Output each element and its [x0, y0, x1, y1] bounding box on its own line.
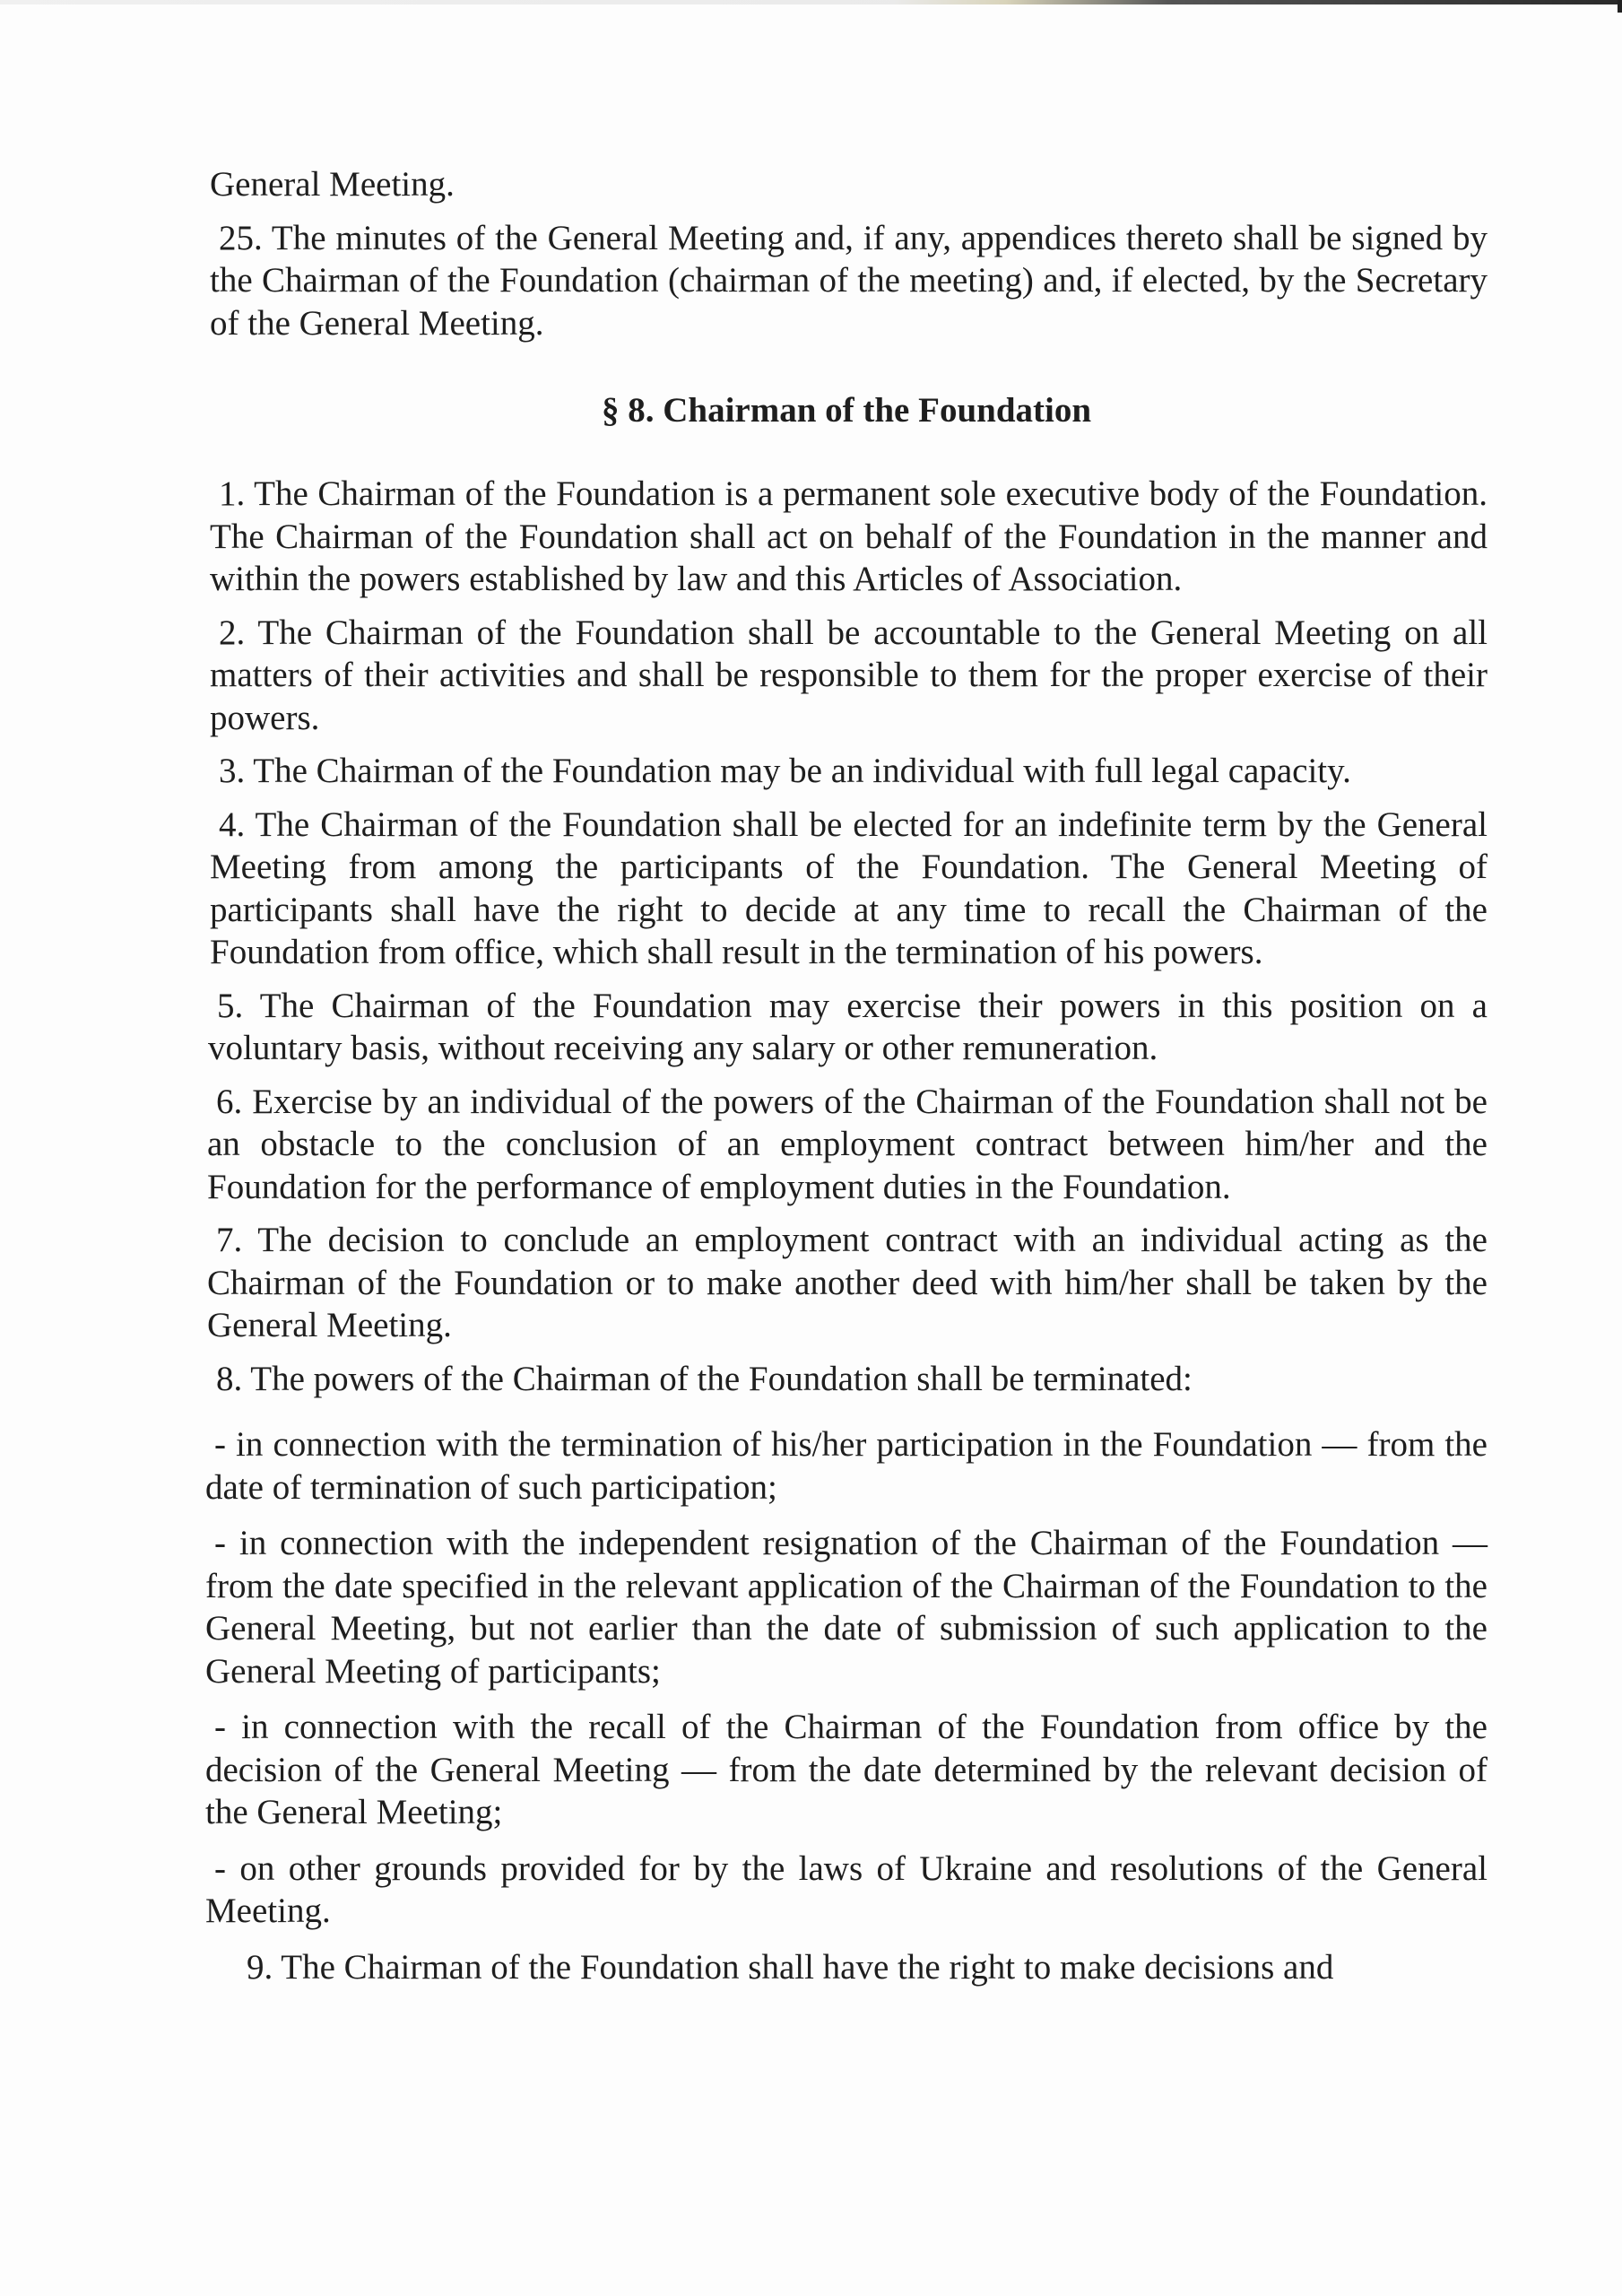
termination-ground-4: - on other grounds provided for by the laws of Ukraine and resolutions of the General Meeting.: [205, 1848, 1488, 1930]
paragraph-6: 6. Exercise by an individual of the powers of the Chairman of the Foundation shall not be an obstacle to the conclusion of an employment contract between him/her and the Foundation for the performance of employment duties in the Foundation.: [207, 1082, 1488, 1206]
continuation-text: General Meeting.: [210, 165, 455, 204]
paragraph-1: 1. The Chairman of the Foundation is a permanent sole executive body of the Foundation. The Chairman of the Foundation shall act on behalf of the Foundation in the manner and within the powers established by law and this Articles of Association.: [210, 474, 1488, 598]
paragraph-4: 4. The Chairman of the Foundation shall be elected for an indefinite term by the General Meeting from among the participants of the Foundation. The General Meeting of participants shall have the right to decide at any time to recall the Chairman of the Foundation from office, which shall result in the termination of his powers.: [210, 804, 1488, 971]
item-25: 25. The minutes of the General Meeting and, if any, appendices thereto shall be signed by the Chairman of the Foundation (chairman of the meeting) and, if elected, by the Secretary of the General Meeting.: [210, 218, 1488, 343]
scan-corner-mark: [1618, 0, 1622, 13]
paragraph-5: 5. The Chairman of the Foundation may exercise their powers in this position on a voluntary basis, without receiving any salary or other remuneration.: [208, 986, 1488, 1067]
paragraph-2: 2. The Chairman of the Foundation shall be accountable to the General Meeting on all matters of their activities and shall be responsible to them for the proper exercise of their powers.: [210, 613, 1488, 737]
paragraph-8: 8. The powers of the Chairman of the Foundation shall be terminated:: [216, 1359, 1193, 1398]
section-heading: § 8. Chairman of the Foundation: [601, 391, 1092, 430]
termination-ground-2: - in connection with the independent resignation of the Chairman of the Foundation — from the date specified in the relevant application of the Chairman of the Foundation to the General Meeting, but not earlier than the date of submission of such application to the General Meeting of participants;: [205, 1524, 1488, 1691]
paragraph-3: 3. The Chairman of the Foundation may be an individual with full legal capacity.: [219, 752, 1351, 790]
document-page: [205, 163, 1488, 1988]
paragraph-7: 7. The decision to conclude an employment contract with an individual acting as the Chairman of the Foundation or to make another deed with him/her shall be taken by the General Meeting.: [207, 1221, 1488, 1344]
termination-ground-1: - in connection with the termination of his/her participation in the Foundation — from the date of termination of such participation;: [205, 1425, 1488, 1507]
termination-ground-3: - in connection with the recall of the Chairman of the Foundation from office by the decision of the General Meeting — from the date determined by the relevant decision of the General Meeting;: [205, 1708, 1488, 1831]
item-9: 9. The Chairman of the Foundation shall have the right to make decisions and: [247, 1947, 1334, 1987]
scan-edge-line: [0, 0, 1622, 4]
